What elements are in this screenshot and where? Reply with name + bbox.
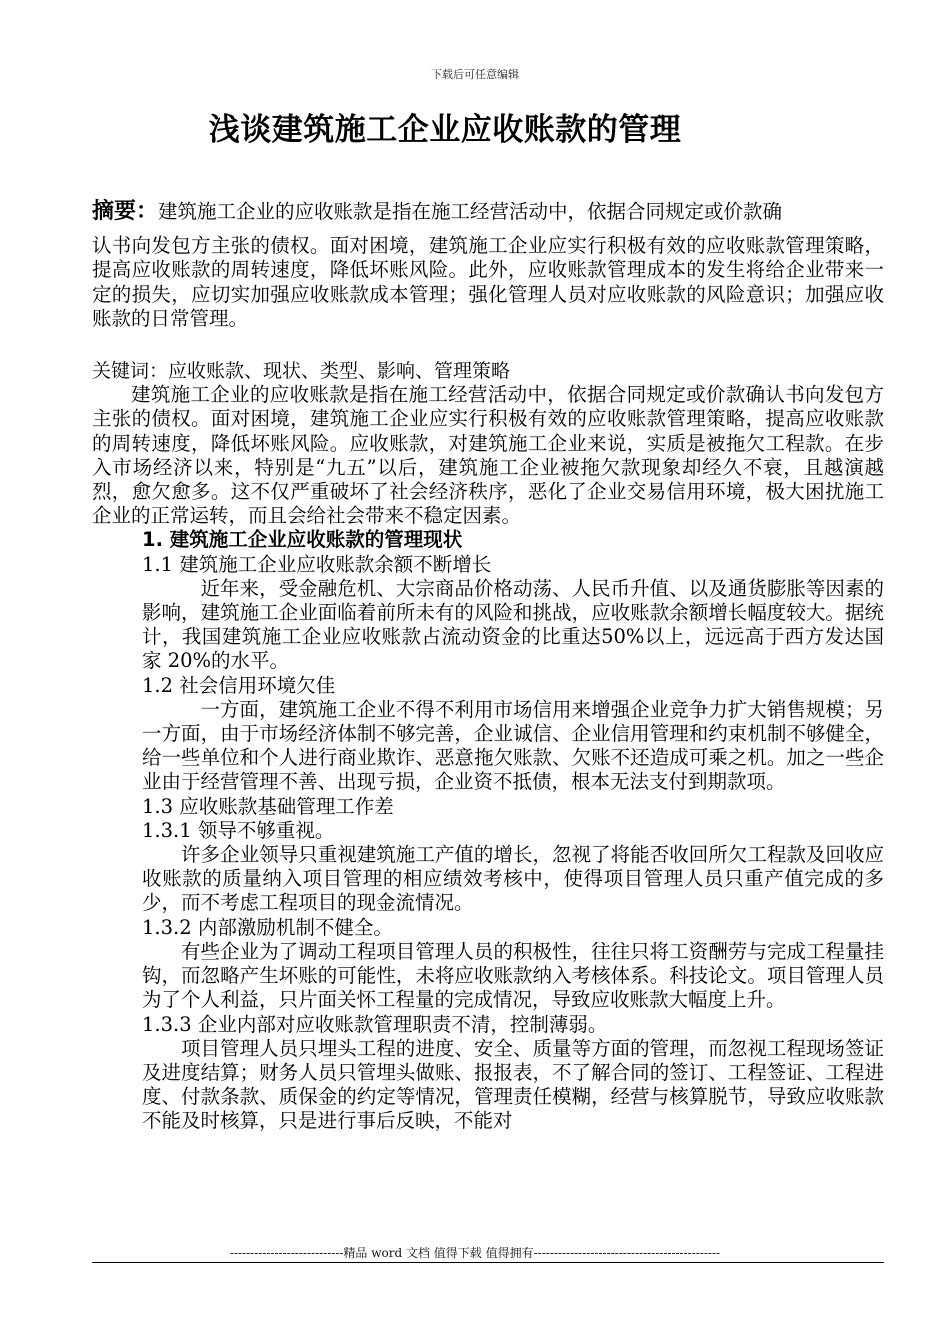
abstract-rest: 认书向发包方主张的债权。面对困境，建筑施工企业应实行积极有效的应收账款管理策略，提高应收账款的周转速度，降低坏账风险。此外，应收账款管理成本的发生将给企业带来一定的损失，应切实加强应收账款成本管理；强化管理人员对应收账款的风险意识；加强应收账款的日常管理。	[92, 234, 884, 330]
section-1-2-text: 一方面，建筑施工企业不得不利用市场信用来增强企业竞争力扩大销售规模；另一方面，由于市场经济体制不够完善，企业诚信、企业信用管理和约束机制不够健全，给一些单位和个人进行商业欺诈、恶意拖欠账款、欠账不还造成可乘之机。加之一些企业由于经营管理不善、出现亏损，企业资不抵债，根本无法支付到期款项。	[142, 697, 884, 794]
section-1-3-1-heading: 1.3.1 领导不够重视。	[142, 818, 335, 842]
page-title: 浅谈建筑施工企业应收账款的管理	[208, 112, 682, 148]
section-1-1-heading: 1.1 建筑施工企业应收账款余额不断增长	[142, 552, 492, 576]
abstract	[92, 200, 884, 331]
section-1-3-1-text: 许多企业领导只重视建筑施工产值的增长，忽视了将能否收回所欠工程款及回收应收账款的质量纳入项目管理的相应绩效考核中，使得项目管理人员只重产值完成的多少，而不考虑工程项目的现金流情况。	[142, 843, 884, 915]
abstract-line1: 建筑施工企业的应收账款是指在施工经营活动中，依据合同规定或价款确	[158, 200, 783, 223]
intro-paragraph: 建筑施工企业的应收账款是指在施工经营活动中，依据合同规定或价款确认书向发包方主张的债权。面对困境，建筑施工企业应实行积极有效的应收账款管理策略，提高应收账款的周转速度，降低坏账风险。应收账款，对建筑施工企业来说，实质是被拖欠工程款。在步入市场经济以来，特别是“九五”以后，建筑施工企业被拖欠款现象却经久不衰，且越演越烈，愈欠愈多。这不仅严重破坏了社会经济秩序，恶化了企业交易信用环境，极大困扰施工企业的正常运转，而且会给社会带来不稳定因素。	[92, 383, 884, 528]
section-1-1-text: 近年来，受金融危机、大宗商品价格动荡、人民币升值、以及通货膨胀等因素的影响，建筑施工企业面临着前所未有的风险和挑战，应收账款余额增长幅度较大。据统计，我国建筑施工企业应收账款占流动资金的比重达50%以上，远远高于西方发达国家 20%的水平。	[142, 576, 884, 673]
footer-rule	[92, 1262, 884, 1263]
section-1-2-heading: 1.2 社会信用环境欠佳	[142, 673, 336, 697]
section-1-3-2-heading: 1.3.2 内部激励机制不健全。	[142, 915, 393, 939]
section-1-3-3-text: 项目管理人员只埋头工程的进度、安全、质量等方面的管理，而忽视工程现场签证及进度结算；财务人员只管埋头做账、报报表，不了解合同的签订、工程签证、工程进度、付款条款、质保金的约定等情况，管理责任模糊，经营与核算脱节，导致应收账款不能及时核算，只是进行事后反映，不能对	[142, 1036, 884, 1133]
footer-note: ----------------------------精品 word 文档 值得下载 值得拥有----------------------------------------------	[229, 1246, 721, 1260]
keywords: 关键词：应收账款、现状、类型、影响、管理策略	[92, 360, 511, 383]
section-1-3-2-text: 有些企业为了调动工程项目管理人员的积极性，往往只将工资酬劳与完成工程量挂钩，而忽略产生坏账的可能性，未将应收账款纳入考核体系。科技论文。项目管理人员为了个人利益，只片面关怀工程量的完成情况，导致应收账款大幅度上升。	[142, 939, 884, 1012]
section-1-heading: 1. 建筑施工企业应收账款的管理现状	[142, 528, 463, 552]
section-1-3-heading: 1.3 应收账款基础管理工作差	[142, 794, 394, 818]
document-body	[92, 200, 884, 1134]
abstract-label: 摘要：	[92, 199, 159, 224]
section-1	[92, 528, 884, 1133]
header-note: 下载后可任意编辑	[431, 68, 519, 81]
abstract-first-line	[92, 200, 884, 224]
section-1-3-3-heading: 1.3.3 企业内部对应收账款管理职责不清，控制薄弱。	[142, 1012, 608, 1036]
